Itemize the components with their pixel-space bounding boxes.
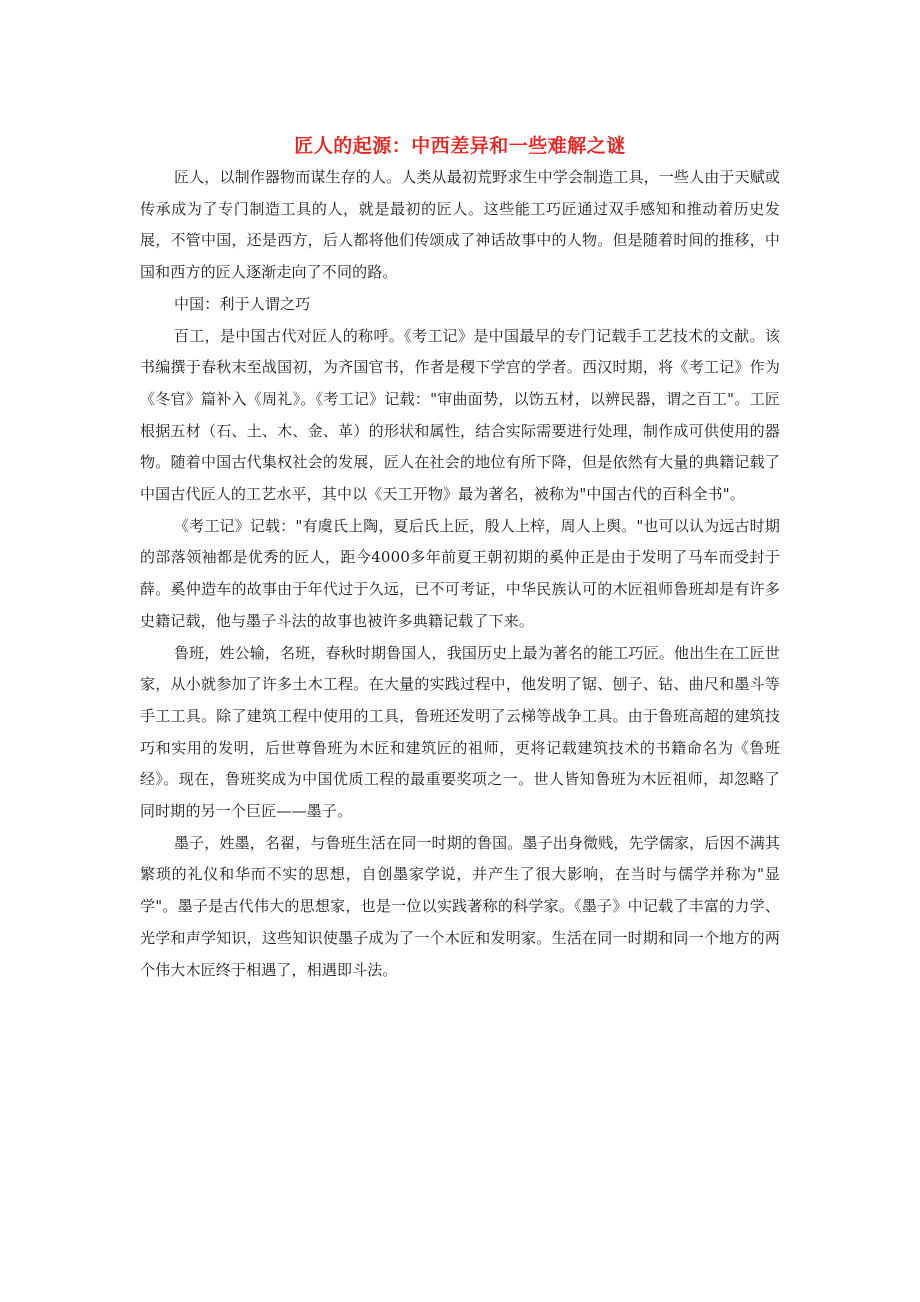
document-title: 匠人的起源：中西差异和一些难解之谜 xyxy=(294,134,626,157)
paragraph-luban: 鲁班，姓公输，名班，春秋时期鲁国人，我国历史上最为著名的能工巧匠。他出生在工匠世家，从小就参加了许多土木工程。在大量的实践过程中，他发明了锯、刨子、钻、曲尺和墨斗等手工工具。除了建筑工程中使用的工具，鲁班还发明了云梯等战争工具。由于鲁班高超的建筑技巧和实用的发明，后世尊鲁班为木匠和建筑匠的祖师，更将记载建筑技术的书籍命名为《鲁班经》。现在，鲁班奖成为中国优质工程的最重要奖项之一。世人皆知鲁班为木匠祖师，却忽略了同时期的另一个巨匠——墨子。 xyxy=(140,643,781,821)
section-heading-china: 中国：利于人谓之巧 xyxy=(174,294,311,313)
paragraph-mozi: 墨子，姓墨，名翟，与鲁班生活在同一时期的鲁国。墨子出身微贱，先学儒家，后因不满其繁琐的礼仪和华而不实的思想，自创墨家学说，并产生了很大影响，在当时与儒学并称为"显学"。墨子是古代伟大的思想家，也是一位以实践著称的科学家。《墨子》中记载了丰富的力学、光学和声学知识，这些知识使墨子成为了一个木匠和发明家。生活在同一时期和同一个地方的两个伟大木匠终于相遇了，相遇即斗法。 xyxy=(140,833,781,979)
paragraph-intro: 匠人，以制作器物而谋生存的人。人类从最初荒野求生中学会制造工具，一些人由于天赋或传承成为了专门制造工具的人，就是最初的匠人。这些能工巧匠通过双手感知和推动着历史发展，不管中国，还是西方，后人都将他们传颂成了神话故事中的人物。但是随着时间的推移，中国和西方的匠人逐渐走向了不同的路。 xyxy=(140,168,781,282)
paragraph-kaogongji: 《考工记》记载："有虞氏上陶，夏后氏上匠，殷人上梓，周人上舆。"也可以认为远古时期的部落领袖都是优秀的匠人，距今4000多年前夏王朝初期的奚仲正是由于发明了马车而受封于薛。奚仲造车的故事由于年代过于久远，已不可考证，中华民族认可的木匠祖师鲁班却是有许多史籍记载，他与墨子斗法的故事也被许多典籍记载了下来。 xyxy=(140,516,780,630)
paragraph-baigong: 百工，是中国古代对匠人的称呼。《考工记》是中国最早的专门记载手工艺技术的文献。该书编撰于春秋末至战国初，为齐国官书，作者是稷下学宫的学者。西汉时期，将《考工记》作为《冬官》篇补入《周礼》。《考工记》记载："审曲面势，以饬五材，以辨民器，谓之百工"。工匠根据五材（石、土、木、金、革）的形状和属性，结合实际需要进行处理，制作成可供使用的器物。随着中国古代集权社会的发展，匠人在社会的地位有所下降，但是依然有大量的典籍记载了中国古代匠人的工艺水平，其中以《天工开物》最为著名，被称为"中国古代的百科全书"。 xyxy=(140,326,780,504)
document-body xyxy=(140,162,780,986)
